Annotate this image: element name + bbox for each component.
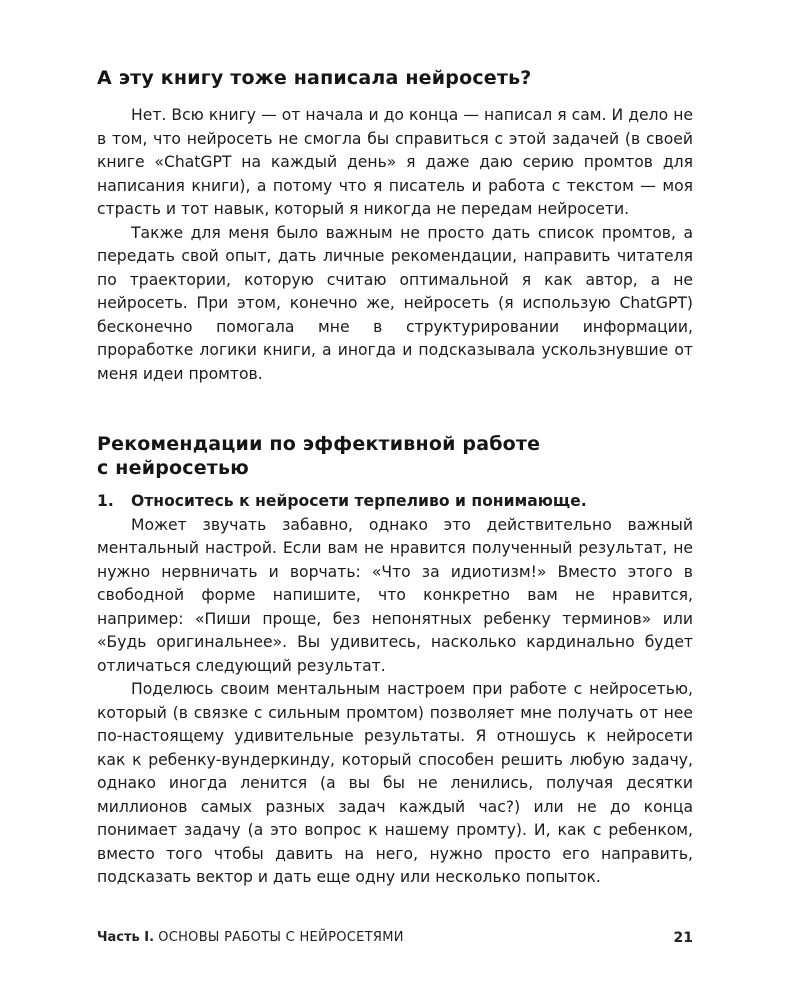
section-heading-line: с нейросетью <box>97 457 249 479</box>
recommendation-title <box>97 490 693 514</box>
section-heading: А эту книгу тоже написала нейросеть? <box>97 67 532 89</box>
footer-chapter-title: ОСНОВЫ РАБОТЫ С НЕЙРОСЕТЯМИ <box>158 930 404 945</box>
recommendation-number: 1. <box>97 492 114 510</box>
page-number: 21 <box>673 930 693 946</box>
paragraph: Может звучать забавно, однако это действительно важный ментальный настрой. Если вам не нравится полученный результат, не нужно нервничать и ворчать: «Что за идиотизм!» Вместо этого в свободной форме напишите, что конкретно вам не нравится, например: «Пиши проще, без непонятных ребенку терминов» или «Будь оригинальнее». Вы удивитесь, насколько кардинально будет отличаться следующий результат. <box>97 515 693 675</box>
page-footer <box>97 928 693 948</box>
paragraph: Поделюсь своим ментальным настроем при работе с нейросетью, который (в связке с сильным промтом) позволяет мне получать от нее по-настоящему удивительные результаты. Я отношусь к нейросети как к ребенку-вундеркинду, который способен решить любую задачу, однако иногда ленится (а вы бы не ленились, получая десятки миллионов самых разных задач каждый час?) или не до конца понимает задачу (а это вопрос к нашему промту). И, как с ребенком, вместо того чтобы давить на него, нужно просто его направить, подсказать вектор и дать еще одну или несколько попыток. <box>97 680 693 886</box>
section-body <box>97 104 693 386</box>
book-page <box>97 0 693 1000</box>
recommendation-item <box>97 490 693 890</box>
section-heading-line: Рекомендации по эффективной работе <box>97 433 541 455</box>
paragraph: Нет. Всю книгу — от начала и до конца — написал я сам. И дело не в том, что нейросеть не смогла бы справиться с этой задачей (в своей книге «ChatGPT на каждый день» я даже даю серию промтов для написания книги), а потому что я писатель и работа с текстом — моя страсть и тот навык, который я никогда не передам нейросети. <box>97 106 693 218</box>
footer-part: Часть I. <box>97 930 155 945</box>
paragraph: Также для меня было важным не просто дать список промтов, а передать свой опыт, дать личные рекомендации, направить читателя по траектории, которую считаю оптимальной я как автор, а не нейросеть. При этом, конечно же, нейросеть (я использую ChatGPT) бесконечно помогала мне в структурировании информации, проработке логики книги, а иногда и подсказывала ускользнувшие от меня идеи промтов. <box>97 223 693 383</box>
recommendation-title-text: Относитесь к нейросети терпеливо и понимающе. <box>131 492 587 510</box>
section-heading <box>97 432 693 480</box>
